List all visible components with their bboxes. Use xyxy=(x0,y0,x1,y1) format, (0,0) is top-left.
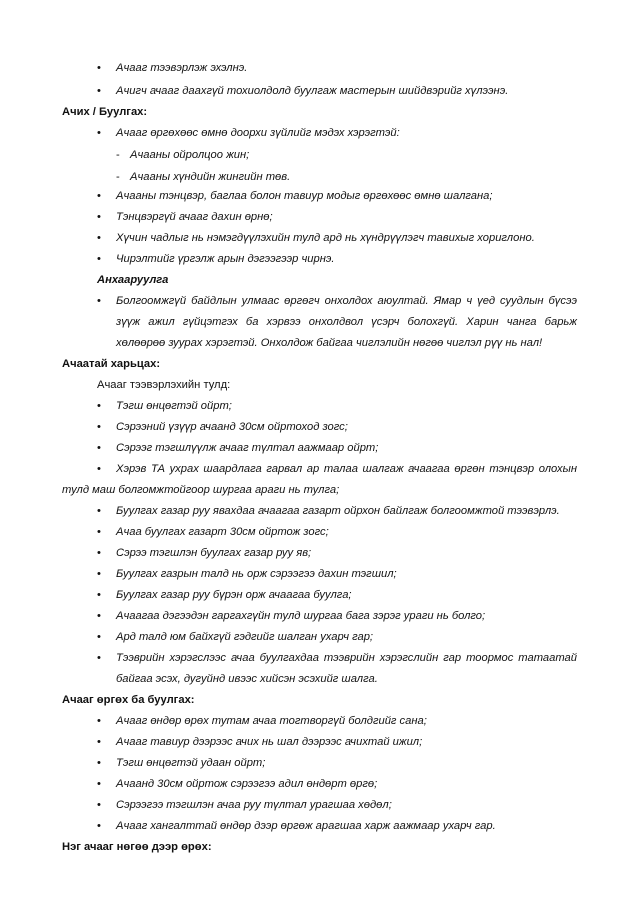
list-item: Сэрээний үзүүр ачаанд 30см ойртоход зогс; xyxy=(116,421,348,433)
warning-heading: Анхааруулга xyxy=(97,274,169,286)
bullet-icon: • xyxy=(97,820,101,832)
list-item: Чирэлтийг үргэлж арын дэгээгээр чирнэ. xyxy=(116,253,335,265)
list-item: Ачааг өргөхөөс өмнө доорхи зүйлийг мэдэх хэрэгтэй: xyxy=(116,127,400,139)
list-item: Хүчин чадлыг нь нэмэгдүүлэхийн тулд ард нь хүндрүүлэгч тавихыг хориглоно. xyxy=(116,232,535,244)
bullet-icon: • xyxy=(97,505,101,517)
dash-icon: - xyxy=(116,171,120,183)
paragraph-line: Хэрэв ТА ухрах шаардлага гарвал ар талаа шалгаж ачаагаа өргөн тэнцвэр олохын xyxy=(116,463,577,475)
list-item: Сэрээгээ тэгшлэн ачаа руу түлтал урагшаа хөдөл; xyxy=(116,799,392,811)
bullet-icon: • xyxy=(97,652,101,664)
list-item: Тэгш өнцөгтэй ойрт; xyxy=(116,400,232,412)
bullet-icon: • xyxy=(97,421,101,433)
bullet-icon: • xyxy=(97,85,101,97)
list-item: Ачааны хүндийн жингийн төв. xyxy=(130,171,291,183)
list-item: Ачаанд 30см ойртож сэрээгээ адил өндөрт өргө; xyxy=(116,778,378,790)
bullet-icon: • xyxy=(97,610,101,622)
section-heading: Ачааг өргөх ба буулгах: xyxy=(62,694,195,706)
bullet-icon: • xyxy=(97,62,101,74)
paragraph-line: тулд маш болгомжтойгоор шургаа араги нь тулга; xyxy=(62,484,340,496)
bullet-icon: • xyxy=(97,799,101,811)
list-item: Сэрээ тэгшлэн буулгах газар руу яв; xyxy=(116,547,312,559)
paragraph-line: байгаа эсэх, дугуйнд ивээс хийсэн эсэхийг шалга. xyxy=(116,673,378,685)
bullet-icon: • xyxy=(97,127,101,139)
list-item: Тэгш өнцөгтэй удаан ойрт; xyxy=(116,757,266,769)
list-item: Ачааг хангалттай өндөр дээр өргөж арагшаа харж аажмаар ухарч гар. xyxy=(116,820,496,832)
bullet-icon: • xyxy=(97,463,101,475)
list-item: Ачааг тавиур дээрээс ачих нь шал дээрээс ачихтай ижил; xyxy=(116,736,423,748)
list-item: Ачааны ойролцоо жин; xyxy=(130,149,250,161)
bullet-icon: • xyxy=(97,442,101,454)
bullet-icon: • xyxy=(97,778,101,790)
bullet-icon: • xyxy=(97,526,101,538)
bullet-icon: • xyxy=(97,295,101,307)
list-item: Буулгах газар руу бүрэн орж ачаагаа буулга; xyxy=(116,589,352,601)
list-item: Ачааны тэнцвэр, баглаа болон тавиур модыг өргөхөөс өмнө шалгана; xyxy=(116,190,493,202)
list-item: Ачааг өндөр өрөх тутам ачаа тогтворгүй болдгийг сана; xyxy=(116,715,427,727)
bullet-icon: • xyxy=(97,736,101,748)
paragraph-line: Тээврийн хэрэгслээс ачаа буулгахдаа тээврийн хэрэгслийн гар тоормос татаатай xyxy=(116,652,577,664)
paragraph-line: Болгоомжгүй байдлын улмаас өргөгч онхолдох аюултай. Ямар ч үед суудлын бүсээ xyxy=(116,295,577,307)
intro-text: Ачааг тээвэрлэхийн тулд: xyxy=(97,379,231,391)
bullet-icon: • xyxy=(97,253,101,265)
list-item: Сэрээг тэгшлүүлж ачааг түлтал аажмаар ойрт; xyxy=(116,442,379,454)
dash-icon: - xyxy=(116,149,120,161)
bullet-icon: • xyxy=(97,631,101,643)
section-heading: Нэг ачааг нөгөө дээр өрөх: xyxy=(62,841,212,853)
bullet-icon: • xyxy=(97,400,101,412)
bullet-icon: • xyxy=(97,547,101,559)
bullet-icon: • xyxy=(97,589,101,601)
bullet-icon: • xyxy=(97,232,101,244)
list-item: Ард талд юм байхгүй гэдгийг шалган ухарч гар; xyxy=(116,631,374,643)
list-item: Буулгах газрын талд нь орж сэрээгээ дахин тэгшил; xyxy=(116,568,397,580)
bullet-icon: • xyxy=(97,211,101,223)
section-heading: Ачаатай харьцах: xyxy=(62,358,161,370)
paragraph-line: зүүж ажил гүйцэтгэх ба хэрвээ онхолдвол үсэрч болохгүй. Харин чанга барьж xyxy=(116,316,577,328)
list-item: Ачаагаа дэгээдэн гаргахгүйн тулд шургаа бага зэрэг ураги нь болго; xyxy=(116,610,486,622)
list-item: Буулгах газар руу явахдаа ачаагаа газарт ойрхон байлгаж болгоомжтой тээвэрлэ. xyxy=(116,505,560,517)
section-heading: Ачих / Буулгах: xyxy=(62,106,148,118)
bullet-icon: • xyxy=(97,757,101,769)
bullet-icon: • xyxy=(97,568,101,580)
list-item: Тэнцвэргүй ачааг дахин өрнө; xyxy=(116,211,273,223)
list-item: Ачигч ачааг даахгүй тохиолдолд буулгаж мастерын шийдвэрийг хүлээнэ. xyxy=(116,85,509,97)
paragraph-line: хөлөөрөө зуурах хэрэгтэй. Онхолдож байгаа чиглэлийн нөгөө чиглэл рүү нь нал! xyxy=(116,337,543,349)
bullet-icon: • xyxy=(97,190,101,202)
bullet-icon: • xyxy=(97,715,101,727)
list-item: Ачааг тээвэрлэж эхэлнэ. xyxy=(116,62,248,74)
list-item: Ачаа буулгах газарт 30см ойртож зогс; xyxy=(116,526,329,538)
